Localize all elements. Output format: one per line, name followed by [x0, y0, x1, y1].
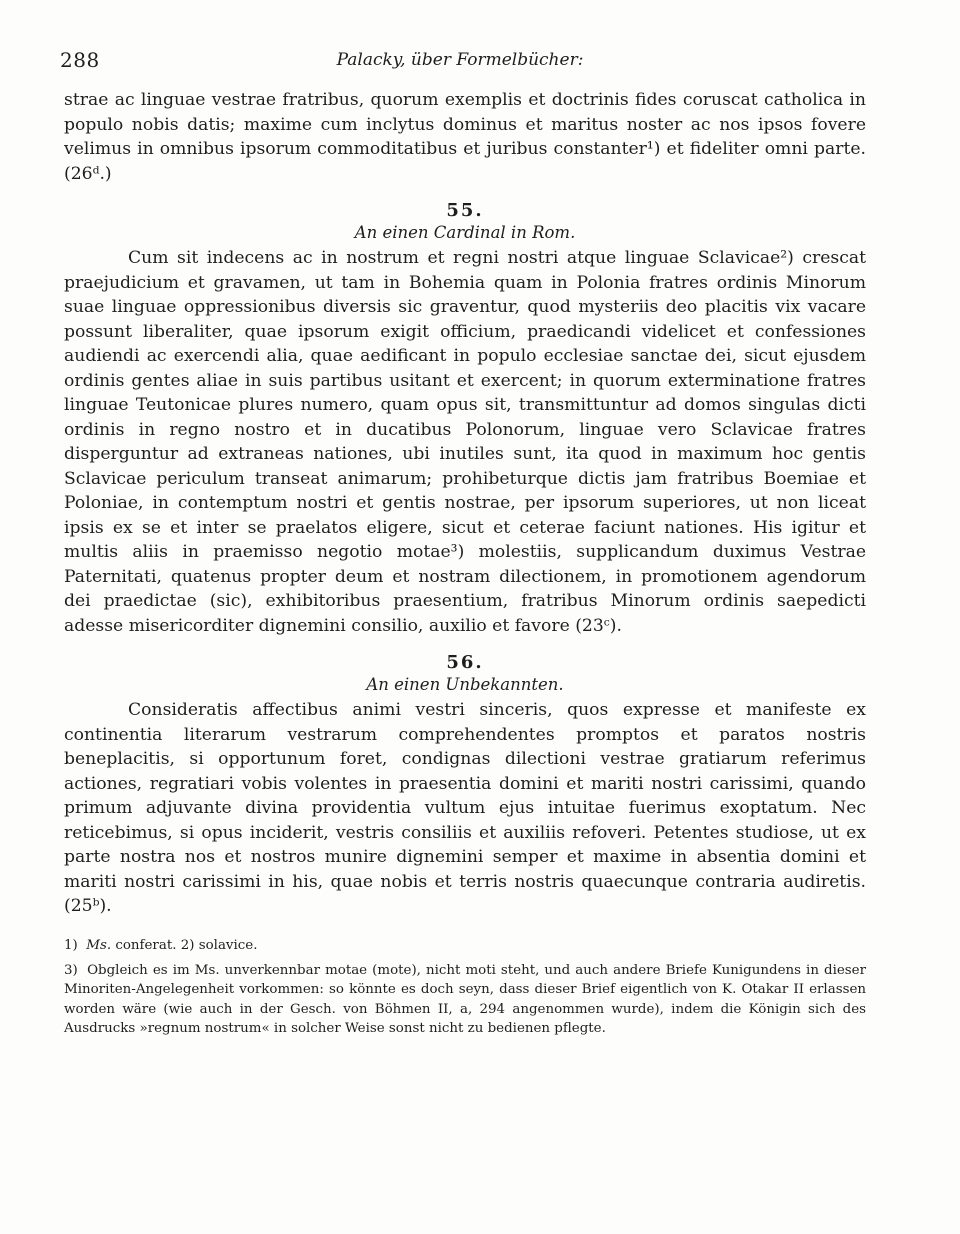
- running-title: Palacky, über Formelbücher:: [336, 50, 584, 70]
- footnote-3: [64, 961, 866, 1039]
- footnotes: [64, 936, 866, 1044]
- section-number-56: 56.: [446, 652, 484, 673]
- footnote-1-2: [64, 936, 866, 956]
- footnote-text: Obgleich es im Ms. unverkennbar motae (mote), nicht moti steht, und auch andere Briefe Kunigundens in dieser Minoriten-Angelegenheit vorkommen: so könnte es doch seyn, dass dieser Brief eigentlich von K. Otakar II erlassen worden wäre (wie auch in der Gesch. von Böhmen II, a, 294 angenommen wurde), indem die Königin sich des Ausdrucks »regnum nostrum« in solcher Weise sonst nicht zu bedienen pflegte.: [64, 962, 866, 1036]
- main-text: [64, 88, 866, 919]
- section-title-56: An einen Unbekannten.: [366, 675, 564, 694]
- footnote-marker: 2): [180, 938, 195, 953]
- footnote-marker: 1): [64, 938, 78, 953]
- opening-paragraph: strae ac linguae vestrae fratribus, quorum exemplis et doctrinis fides coruscat catholica in populo nobis datis; maxime cum inclytus dominus et maritus noster ac nos ipsos fovere velimus in omnibus ipsorum commoditatibus et juribus constanter¹) et fideliter omni parte. (26ᵈ.): [64, 90, 866, 184]
- page-header: [60, 48, 860, 76]
- section-title-55: An einen Cardinal in Rom.: [354, 223, 576, 242]
- footnote-text: solavice.: [194, 938, 258, 953]
- footnote-text: conferat.: [111, 938, 181, 953]
- footnote-ms-label: Ms.: [86, 938, 112, 953]
- section-number-55: 55.: [446, 200, 484, 221]
- section-55-paragraph: Cum sit indecens ac in nostrum et regni nostri atque linguae Sclavicae²) crescat praejudicium et gravamen, ut tam in Bohemia quam in Polonia fratres ordinis Minorum suae linguae oppressionibus diversis sic graventur, quod mysteriis deo placitis vix vacare possunt liberaliter, quae ipsorum exigit officium, praedicandi videlicet et confessiones audiendi ac exercendi alia, quae aedificant in populo ecclesiae sanctae dei, sicut ejusdem ordinis gentes aliae in suis partibus usitant et exercent; in quorum exterminatione fratres linguae Teutonicae plures numero, quam opus sit, transmittuntur ad domos singulas dicti ordinis in regno nostro et in ducatibus Polonorum, linguae vero Sclavicae fratres disperguntur ad extraneas nationes, ubi inutiles sunt, ita quod in maximum hoc gentis Sclavicae periculum transeat animarum; prohibeturque dictis jam fratribus Boemiae et Poloniae, in contemptum nostri et gentis nostrae, per ipsorum superiores, ut non liceat ipsis ex se et inter se praelatos eligere, sicut et ceterae faciunt nationes. His igitur et multis aliis in praemisso negotio motae³) molestiis, supplicandum duximus Vestrae Paternitati, quatenus propter deum et nostram dilectionem, in promotionem agendorum dei praedictae (sic), exhibitoribus praesentium, fratribus Minorum ordinis saepedicti adesse misericorditer dignemini consilio, auxilio et favore (23ᶜ).: [64, 248, 866, 636]
- section-56-paragraph: Consideratis affectibus animi vestri sinceris, quos expresse et manifeste ex continentia literarum vestrarum comprehendentes promptos et paratos nostris beneplacitis, si opportunum foret, condignas dilectioni vestrae gratiarum referimus actiones, regratiari vobis volentes in praesentia domini et mariti nostri carissimi, quando primum adjuvante divina providentia vultum ejus intuitae fuerimus exoptatum. Nec reticebimus, si opus inciderit, vestris consiliis et auxiliis refoveri. Petentes studiose, ut ex parte nostra nos et nostros munire dignemini semper et maxime in absentia domini et mariti nostri carissimi in his, quae nobis et terris nostris quaecunque contraria audiretis. (25ᵇ).: [64, 700, 866, 916]
- footnote-marker: 3): [64, 962, 78, 978]
- page-number: 288: [60, 48, 100, 72]
